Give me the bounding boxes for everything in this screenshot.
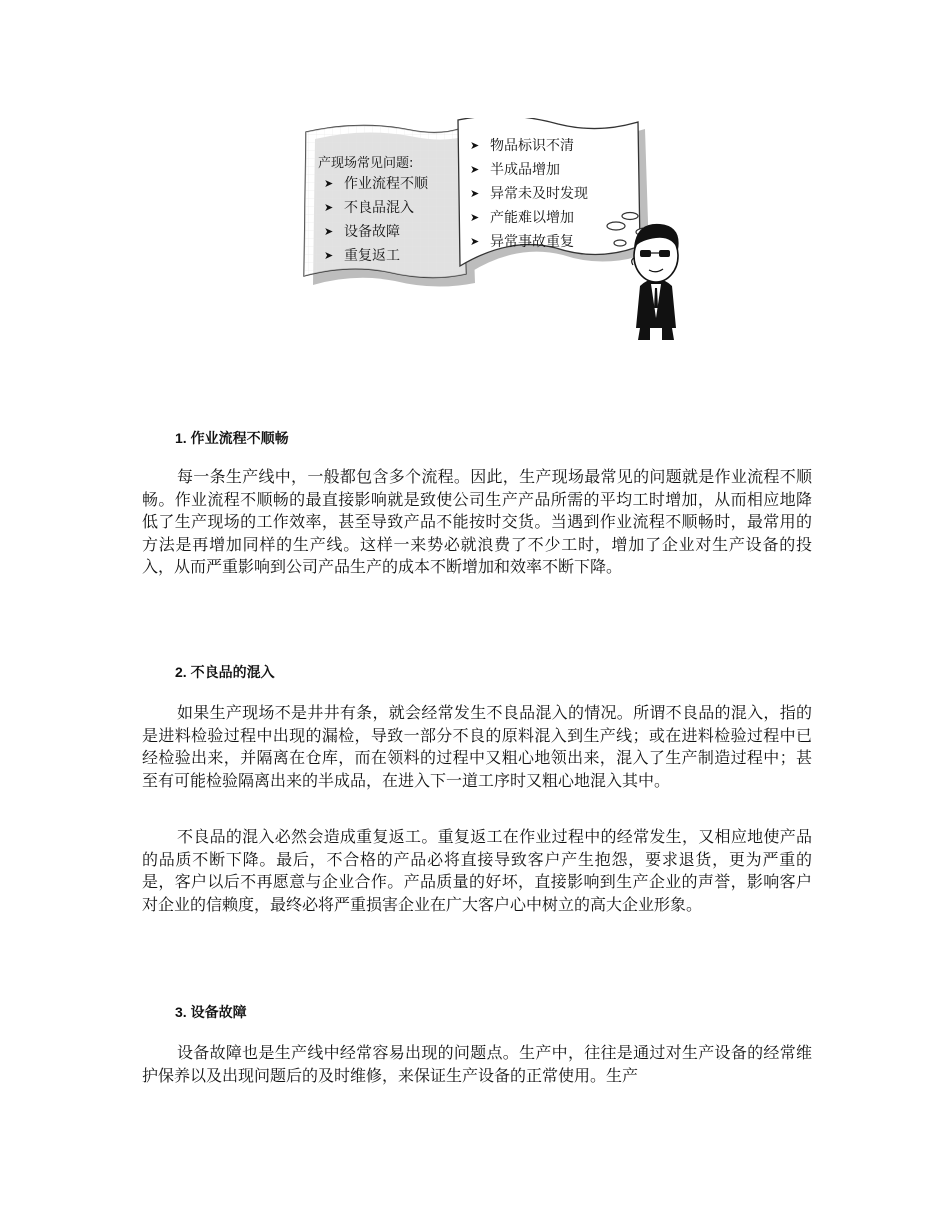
list-item: ➤ 半成品增加 [470, 158, 588, 182]
arrow-bullet-icon: ➤ [324, 249, 334, 262]
list-item: ➤ 重复返工 [324, 244, 428, 268]
list-item: ➤ 作业流程不顺 [324, 172, 428, 196]
illustration-title: 产现场常见问题: [318, 156, 414, 171]
body-paragraph: 设备故障也是生产线中经常容易出现的问题点。生产中，往往是通过对生产设备的经常维护保养以及出现问题后的及时维修，来保证生产设备的正常使用。生产 [142, 1043, 812, 1085]
arrow-bullet-icon: ➤ [470, 163, 480, 176]
arrow-bullet-icon: ➤ [324, 177, 334, 190]
body-paragraph: 如果生产现场不是井井有条，就会经常发生不良品混入的情况。所谓不良品的混入，指的是进料检验过程中出现的漏检，导致一部分不良的原料混入到生产线；或在进料检验过程中已经检验出来，并隔离在仓库，而在领料的过程中又粗心地领出来，混入了生产制造过程中；甚至有可能检验隔离出来的半成品，在进入下一道工序时又粗心地混入其中。 [142, 703, 812, 790]
list-item: ➤ 设备故障 [324, 220, 428, 244]
body-paragraph: 不良品的混入必然会造成重复返工。重复返工在作业过程中的经常发生，又相应地使产品的品质不断下降。最后，不合格的产品必将直接导致客户产生抱怨，要求退货，更为严重的是，客户以后不再愿意与企业合作。产品质量的好坏，直接影响到生产企业的声誉，影响客户对企业的信赖度，最终必将严重损害企业在广大客户心中树立的高大企业形象。 [142, 827, 812, 914]
section-heading: 1. 作业流程不顺畅 [175, 430, 289, 446]
arrow-bullet-icon: ➤ [470, 187, 480, 200]
illustration-right-list [470, 134, 588, 254]
section-heading: 2. 不良品的混入 [175, 664, 275, 680]
problems-illustration [300, 118, 690, 348]
thinking-man-figure [632, 224, 679, 340]
list-item: ➤ 产能难以增加 [470, 206, 588, 230]
arrow-bullet-icon: ➤ [324, 225, 334, 238]
illustration-left-list [324, 172, 428, 268]
thought-bubble [622, 213, 638, 220]
thought-bubble [607, 222, 625, 230]
list-item: ➤ 物品标识不清 [470, 134, 588, 158]
thought-bubble [614, 240, 626, 246]
arrow-bullet-icon: ➤ [324, 201, 334, 214]
body-paragraph: 每一条生产线中，一般都包含多个流程。因此，生产现场最常见的问题就是作业流程不顺畅。作业流程不顺畅的最直接影响就是致使公司生产产品所需的平均工时增加，从而相应地降低了生产现场的工作效率，甚至导致产品不能按时交货。当遇到作业流程不顺畅时，最常用的方法是再增加同样的生产线。这样一来势必就浪费了不少工时，增加了企业对生产设备的投入，从而严重影响到公司产品生产的成本不断增加和效率不断下降。 [142, 467, 812, 576]
arrow-bullet-icon: ➤ [470, 211, 480, 224]
arrow-bullet-icon: ➤ [470, 235, 480, 248]
arrow-bullet-icon: ➤ [470, 139, 480, 152]
section-heading: 3. 设备故障 [175, 1004, 247, 1020]
list-item: ➤ 异常事故重复 [470, 230, 588, 254]
list-item: ➤ 不良品混入 [324, 196, 428, 220]
list-item: ➤ 异常未及时发现 [470, 182, 588, 206]
